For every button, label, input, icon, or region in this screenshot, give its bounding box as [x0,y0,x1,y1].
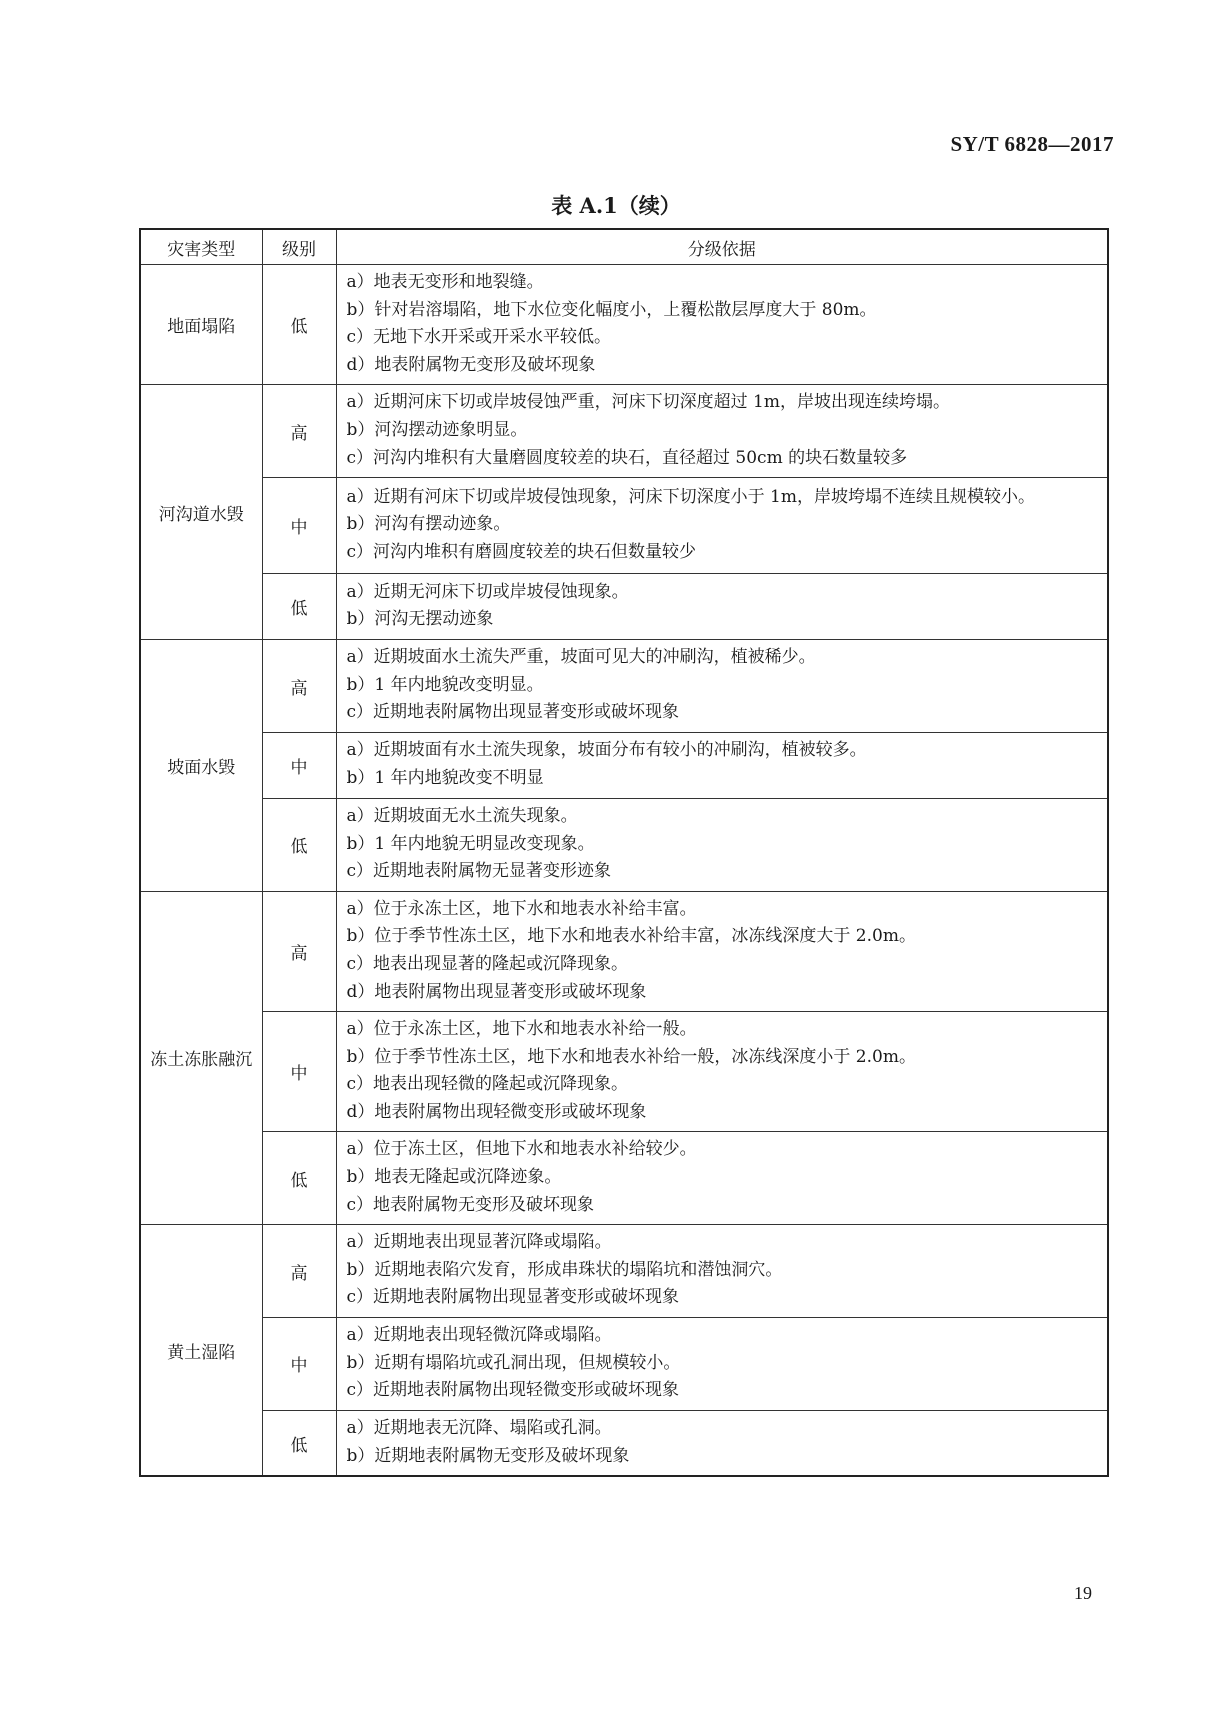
hazard-type-cell: 河沟道水毁 [140,385,262,640]
criterion-item: b）河沟摆动迹象明显。 [346,419,528,440]
table-row [140,732,1108,798]
grading-basis-cell [336,385,1108,478]
grading-basis-cell [336,1318,1108,1411]
table-row [140,1318,1108,1411]
criterion-item: d）地表附属物无变形及破坏现象 [346,354,596,375]
hazard-type-cell: 地面塌陷 [140,265,262,385]
table-row [140,891,1108,1011]
table-title: 表 A.1（续） [551,193,681,218]
table-row [140,574,1108,640]
criterion-item: c）地表出现显著的隆起或沉降现象。 [346,953,629,974]
table-row [140,265,1108,385]
criterion-item: c）近期地表附属物出现显著变形或破坏现象 [346,702,680,723]
criterion-item: a）近期坡面无水土流失现象。 [346,805,578,826]
table-row [140,1410,1108,1476]
criterion-item: b）近期有塌陷坑或孔洞出现，但规模较小。 [346,1352,681,1373]
level-cell: 高 [262,891,336,1011]
criterion-item: a）地表无变形和地裂缝。 [346,272,544,292]
criterion-item: a）位于冻土区，但地下水和地表水补给较少。 [346,1139,697,1160]
criterion-item: a）位于永冻土区，地下水和地表水补给一般。 [346,1019,697,1040]
level-cell: 中 [262,732,336,798]
grading-basis-cell [336,1132,1108,1225]
criterion-item: c）河沟内堆积有磨圆度较差的块石但数量较少 [346,541,697,562]
table-row [140,640,1108,733]
criterion-item: a）近期地表出现显著沉降或塌陷。 [346,1232,612,1253]
criterion-item: b）河沟无摆动迹象 [346,609,494,630]
criterion-item: c）河沟内堆积有大量磨圆度较差的块石，直径超过 50cm 的块石数量较多 [346,447,908,468]
criterion-item: b）1 年内地貌无明显改变现象。 [346,833,595,854]
level-cell: 高 [262,1225,336,1318]
criterion-item: b）1 年内地貌改变明显。 [346,674,544,695]
grading-basis-cell [336,1410,1108,1476]
hazard-type-cell: 冻土冻胀融沉 [140,891,262,1225]
column-header-grading-basis: 分级依据 [336,229,1108,265]
level-cell: 低 [262,798,336,891]
standard-number: SY/T 6828—2017 [950,132,1114,156]
grading-basis-cell [336,640,1108,733]
level-cell: 中 [262,1012,336,1132]
criterion-item: a）位于永冻土区，地下水和地表水补给丰富。 [346,898,697,919]
criterion-item: c）近期地表附属物出现轻微变形或破坏现象 [346,1380,680,1401]
level-cell: 高 [262,640,336,733]
hazard-type-cell: 坡面水毁 [140,640,262,892]
criterion-item: b）近期地表附属物无变形及破坏现象 [346,1445,630,1466]
table-row [140,1132,1108,1225]
criterion-item: b）1 年内地貌改变不明显 [346,767,544,788]
criterion-item: c）地表附属物无变形及破坏现象 [346,1194,595,1215]
hazard-type-cell: 黄土湿陷 [140,1225,262,1477]
grading-basis-cell [336,1012,1108,1132]
grading-basis-cell [336,478,1108,574]
criterion-item: a）近期地表出现轻微沉降或塌陷。 [346,1325,612,1346]
criterion-item: c）近期地表附属物出现显著变形或破坏现象 [346,1287,680,1308]
criterion-item: a）近期河床下切或岸坡侵蚀严重，河床下切深度超过 1m，岸坡出现连续垮塌。 [346,392,950,413]
page-number: 19 [1074,1583,1092,1603]
criterion-item: b）针对岩溶塌陷，地下水位变化幅度小，上覆松散层厚度大于 80m。 [346,299,877,320]
grading-basis-cell [336,574,1108,640]
criterion-item: a）近期有河床下切或岸坡侵蚀现象，河床下切深度小于 1m，岸坡垮塌不连续且规模较小。 [346,486,1035,507]
level-cell: 中 [262,478,336,574]
table-row [140,1225,1108,1318]
table-row [140,478,1108,574]
criterion-item: d）地表附属物出现轻微变形或破坏现象 [346,1101,647,1122]
level-cell: 低 [262,265,336,385]
level-cell: 低 [262,1410,336,1476]
table-row [140,385,1108,478]
criterion-item: a）近期坡面有水土流失现象，坡面分布有较小的冲刷沟，植被较多。 [346,740,867,761]
table-row [140,1012,1108,1132]
grading-basis-cell [336,891,1108,1011]
criterion-item: a）近期无河床下切或岸坡侵蚀现象。 [346,581,629,602]
criterion-item: c）无地下水开采或开采水平较低。 [346,327,612,348]
hazard-grading-table [139,228,1109,1477]
column-header-hazard-type: 灾害类型 [140,229,262,265]
level-cell: 低 [262,1132,336,1225]
level-cell: 低 [262,574,336,640]
criterion-item: a）近期坡面水土流失严重，坡面可见大的冲刷沟，植被稀少。 [346,647,816,668]
criterion-item: b）位于季节性冻土区，地下水和地表水补给丰富，冰冻线深度大于 2.0m。 [346,926,916,947]
table-row [140,798,1108,891]
criterion-item: a）近期地表无沉降、塌陷或孔洞。 [346,1417,612,1438]
grading-basis-cell [336,265,1108,385]
level-cell: 中 [262,1318,336,1411]
criterion-item: b）近期地表陷穴发育，形成串珠状的塌陷坑和潜蚀洞穴。 [346,1259,783,1280]
grading-basis-cell [336,1225,1108,1318]
criterion-item: d）地表附属物出现显著变形或破坏现象 [346,981,647,1002]
table-header-row [140,229,1108,265]
table-body [140,265,1108,1477]
grading-basis-cell [336,798,1108,891]
criterion-item: b）地表无隆起或沉降迹象。 [346,1167,562,1188]
criterion-item: b）河沟有摆动迹象。 [346,514,511,535]
grading-basis-cell [336,732,1108,798]
column-header-level: 级别 [262,229,336,265]
criterion-item: b）位于季节性冻土区，地下水和地表水补给一般，冰冻线深度小于 2.0m。 [346,1046,916,1067]
criterion-item: c）近期地表附属物无显著变形迹象 [346,861,612,882]
criterion-item: c）地表出现轻微的隆起或沉降现象。 [346,1074,629,1095]
level-cell: 高 [262,385,336,478]
